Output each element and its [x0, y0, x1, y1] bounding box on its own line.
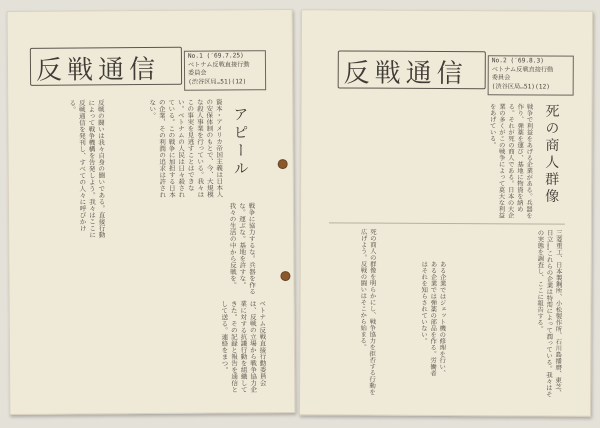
newsletter-page-1: [7, 9, 296, 415]
newsletter-page-2: [299, 9, 593, 417]
issue-publisher-2: 委員会: [188, 69, 207, 77]
article-body-top-right: 資本・アメリカ帝国主義は日本人の安保体制のもとで、今、大規模な殺人事業を行っている。我々はこの事実を見逃すことはできない。ベトナムの人民は日々殺されている。この戦争に加担する日本の企業、その利潤の追求は許されない。: [147, 98, 223, 198]
issue-info: [492, 57, 554, 92]
issue-number: No.2 (′69.8.3): [491, 57, 544, 65]
divider: [329, 222, 565, 224]
masthead-title: 反戦通信: [35, 54, 161, 86]
staple: [281, 272, 289, 280]
staple: [279, 160, 287, 168]
article-body-top: 戦争で利益をあげる企業がある。兵器を作り、弾薬を運び、基地に物資を納める。それが死の商人である。日本の大企業の多くがこの戦争によって莫大な利益をあげている。: [488, 103, 534, 219]
article-body-bottom-middle: ある企業ではジェット機の修理を行い、ある企業では弾薬の部品を作る。労働者はそれを知らされていない。: [419, 260, 447, 377]
issue-publisher-2: 委員会: [491, 74, 511, 82]
article-body-middle: 戦争に協力するな。兵器を作るな。運ぶな。基地を許すな。我々の生活の中から反戦を。: [227, 202, 256, 295]
article-body-bottom-right: 三菱重工、日本製鋼所、小松製作所、石川島播磨、東芝、日立……これらの企業は特需によって潤っている。我々はその実態を調査し、ここに報告する。: [535, 229, 563, 398]
masthead-title: 反戦通信: [343, 58, 468, 90]
issue-address: (渋谷区局…51)(12): [491, 83, 550, 91]
issue-info: [188, 52, 250, 87]
article-heading: 死の商人群像: [543, 103, 560, 206]
article-body-bottom: ベトナム反戦直接行動委員会は、反戦の立場から戦争協力企業に対する抗議行動を組織してきた。その記録と報告を通信として送る。連絡をまつ。: [219, 300, 267, 393]
issue-publisher: ベトナム反戦直接行動: [491, 65, 554, 74]
article-heading: アピール: [231, 106, 250, 179]
issue-publisher: ベトナム反戦直接行動: [187, 60, 250, 69]
article-body-bottom-left: 死の商人の群像を明らかにし、戦争協力を拒否する行動を広げよう。反戦の闘いはそこから始まる。: [359, 228, 377, 396]
issue-address: (渋谷区局…51)(12): [188, 78, 247, 86]
issue-number: No.1 (′69.7.25): [187, 52, 244, 60]
article-body-top-left: 反戦の闘いは我々自身の闘いである。直接行動によって戦争機構を告発しよう。我々はここに反戦通信を発刊し、すべての人々に呼びかける。: [67, 99, 106, 239]
